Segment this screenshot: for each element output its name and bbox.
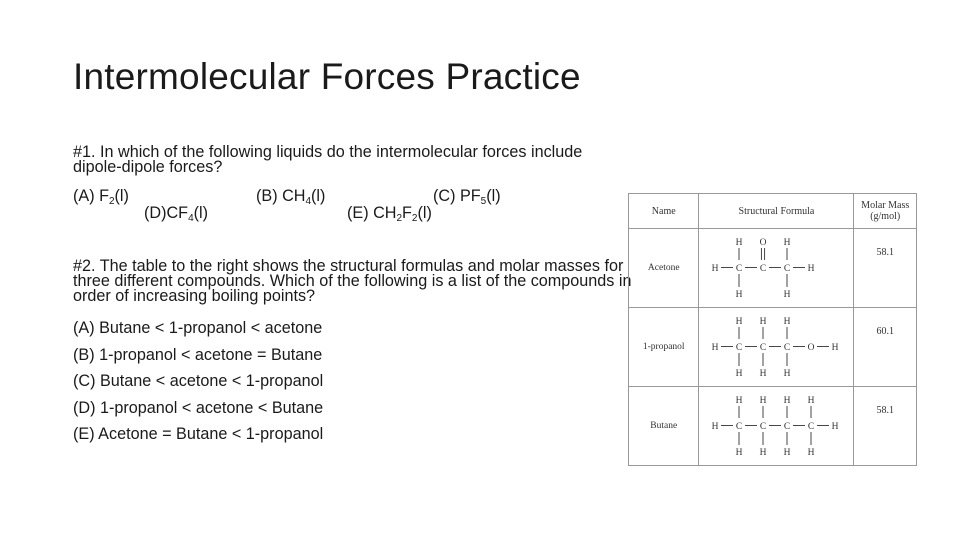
question-2 bbox=[73, 259, 633, 304]
atom-h: H bbox=[760, 317, 767, 327]
slide-title: Intermolecular Forces Practice bbox=[73, 56, 581, 97]
atom-h: H bbox=[712, 343, 719, 353]
structural-formula-1-propanol bbox=[699, 308, 854, 387]
molar-mass: 58.1 bbox=[854, 387, 917, 466]
atom-o: O bbox=[760, 238, 767, 248]
atom-c: C bbox=[736, 343, 743, 353]
atom-h: H bbox=[784, 238, 791, 248]
atom-h: H bbox=[712, 422, 719, 432]
molar-mass: 58.1 bbox=[854, 229, 917, 308]
q2-options bbox=[73, 318, 323, 451]
atom-c: C bbox=[784, 264, 791, 274]
acetone-structure bbox=[701, 230, 851, 306]
compound-name: Acetone bbox=[629, 229, 699, 308]
atom-c: C bbox=[736, 422, 743, 432]
propanol-structure bbox=[701, 309, 851, 385]
table-row bbox=[629, 308, 917, 387]
atom-c: C bbox=[808, 422, 815, 432]
atom-h: H bbox=[736, 238, 743, 248]
compound-name: Butane bbox=[629, 387, 699, 466]
atom-h: H bbox=[736, 369, 743, 379]
table-row bbox=[629, 387, 917, 466]
atom-h: H bbox=[712, 264, 719, 274]
q1-option-e: (E) $CH_2F_2(l)$ bbox=[347, 204, 432, 224]
atom-c: C bbox=[760, 264, 767, 274]
atom-h: H bbox=[760, 396, 767, 406]
atom-h: H bbox=[784, 448, 791, 458]
atom-c: C bbox=[760, 422, 767, 432]
atom-h: H bbox=[736, 448, 743, 458]
table-header-row bbox=[629, 194, 917, 229]
butane-structure bbox=[701, 388, 851, 464]
atom-h: H bbox=[736, 317, 743, 327]
atom-h: H bbox=[760, 369, 767, 379]
header-mass: Molar Mass (g/mol) bbox=[854, 194, 917, 229]
structural-formula-butane bbox=[699, 387, 854, 466]
q1-option-b: (B) $CH_4(l)$ bbox=[256, 187, 326, 207]
q2-option-a: (A) Butane < 1-propanol < acetone bbox=[73, 319, 323, 337]
question-1 bbox=[73, 145, 633, 175]
q2-option-b: (B) 1-propanol < acetone = Butane bbox=[73, 345, 323, 364]
atom-h: H bbox=[832, 343, 839, 353]
atom-h: H bbox=[808, 448, 815, 458]
header-name: Name bbox=[629, 194, 699, 229]
atom-c: C bbox=[784, 343, 791, 353]
compound-table-grid bbox=[628, 193, 917, 466]
atom-h: H bbox=[784, 290, 791, 300]
table-row bbox=[629, 229, 917, 308]
atom-h: H bbox=[760, 448, 767, 458]
compound-table bbox=[628, 193, 917, 466]
atom-h: H bbox=[784, 396, 791, 406]
atom-h: H bbox=[736, 290, 743, 300]
atom-o: O bbox=[808, 343, 815, 353]
q1-option-c: (C) $PF_5(l)$ bbox=[433, 187, 501, 207]
q2-option-e: (E) Acetone = Butane < 1-propanol bbox=[73, 425, 324, 443]
atom-h: H bbox=[736, 396, 743, 406]
q1-option-a: (A) $F_2(l)$ bbox=[73, 187, 129, 207]
question-2-text: #2. The table to the right shows the structural formulas and molar masses for three different compounds. Which of the following is a list of the compounds in order of increasing boiling points? bbox=[73, 257, 632, 305]
atom-h: H bbox=[808, 264, 815, 274]
atom-c: C bbox=[760, 343, 767, 353]
q2-option-c: (C) Butane < acetone < 1-propanol bbox=[73, 372, 324, 390]
q1-option-d: $(D)CF_4(l)$ bbox=[144, 204, 209, 224]
structural-formula-acetone bbox=[699, 229, 854, 308]
atom-h: H bbox=[784, 369, 791, 379]
atom-c: C bbox=[736, 264, 743, 274]
molar-mass: 60.1 bbox=[854, 308, 917, 387]
atom-h: H bbox=[784, 317, 791, 327]
atom-h: H bbox=[832, 422, 839, 432]
atom-c: C bbox=[784, 422, 791, 432]
question-1-text: #1. In which of the following liquids do the intermolecular forces include dipole-dipole forces? bbox=[73, 143, 583, 176]
atom-h: H bbox=[808, 396, 815, 406]
compound-name: 1-propanol bbox=[629, 308, 699, 387]
q2-option-d: (D) 1-propanol < acetone < Butane bbox=[73, 398, 324, 417]
header-formula: Structural Formula bbox=[699, 194, 854, 229]
